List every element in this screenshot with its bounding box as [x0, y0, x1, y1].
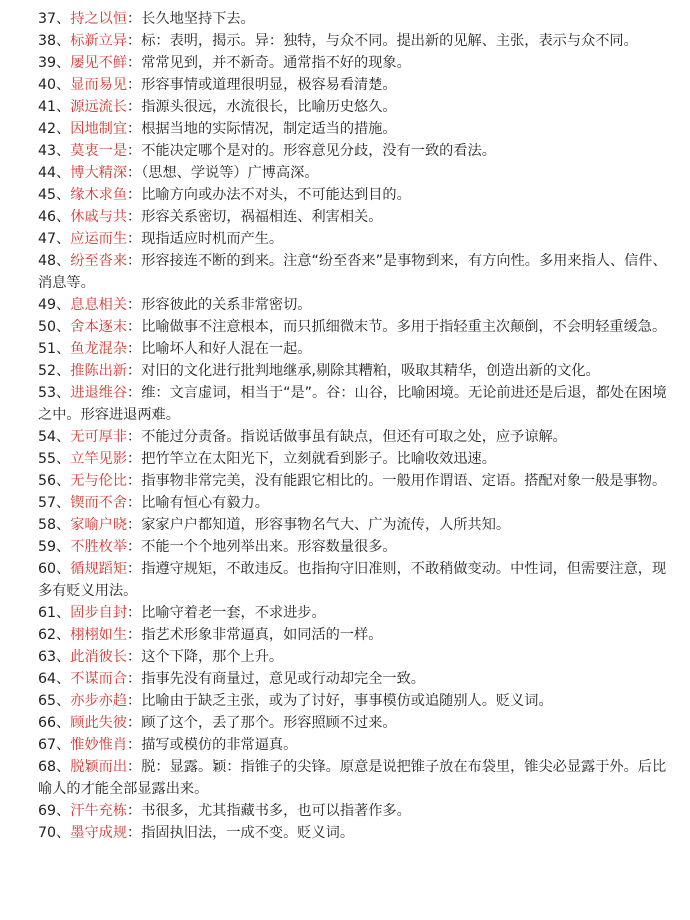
term-separator: ： [127, 341, 142, 357]
idiom-term: 循规蹈矩 [70, 561, 128, 577]
idiom-entry [38, 8, 674, 30]
entry-number: 46、 [38, 209, 71, 225]
entry-number: 56、 [38, 473, 71, 489]
term-separator: ： [127, 693, 142, 709]
entry-number: 54、 [38, 429, 71, 445]
entry-number: 62、 [38, 627, 71, 643]
idiom-definition: 比喻守着老一套，不求进步。 [141, 605, 326, 621]
entry-number: 63、 [38, 649, 71, 665]
idiom-term: 不胜枚举 [70, 539, 128, 555]
entry-number: 68、 [38, 759, 71, 775]
term-separator: ： [127, 253, 142, 269]
idiom-term: 惟妙惟肖 [70, 737, 128, 753]
idiom-term: 应运而生 [70, 231, 128, 247]
term-separator: ： [127, 165, 142, 181]
idiom-definition: 指遵守规矩，不敢违反。也指拘守旧准则，不敢稍做变动。中性词，但需要注意，现多有贬义用法。 [38, 561, 667, 599]
term-separator: ： [127, 451, 142, 467]
term-separator: ： [127, 143, 142, 159]
entry-number: 59、 [38, 539, 71, 555]
idiom-term: 缘木求鱼 [70, 187, 128, 203]
idiom-definition: 指事先没有商量过，意见或行动却完全一致。 [141, 671, 425, 687]
term-separator: ： [127, 671, 142, 687]
idiom-entry [38, 206, 674, 228]
entry-number: 55、 [38, 451, 71, 467]
entry-number: 38、 [38, 33, 71, 49]
entry-number: 37、 [38, 11, 71, 27]
entry-number: 49、 [38, 297, 71, 313]
term-separator: ： [127, 539, 142, 555]
entry-number: 53、 [38, 385, 71, 401]
idiom-entry [38, 822, 674, 844]
idiom-definition: 根据当地的实际情况，制定适当的措施。 [141, 121, 397, 137]
term-separator: ： [127, 627, 142, 643]
idiom-definition: 把竹竿立在太阳光下，立刻就看到影子。比喻收效迅速。 [141, 451, 496, 467]
entry-number: 43、 [38, 143, 71, 159]
idiom-term: 博大精深 [70, 165, 128, 181]
entry-number: 69、 [38, 803, 71, 819]
term-separator: ： [127, 319, 142, 335]
idiom-term: 舍本逐末 [70, 319, 128, 335]
idiom-term: 莫衷一是 [70, 143, 128, 159]
idiom-entry [38, 338, 674, 360]
entry-number: 50、 [38, 319, 71, 335]
idiom-term: 无可厚非 [70, 429, 128, 445]
term-separator: ： [127, 33, 142, 49]
term-separator: ： [127, 825, 142, 841]
idiom-definition: 指事物非常完美，没有能跟它相比的。一般用作谓语、定语。搭配对象一般是事物。 [141, 473, 667, 489]
idiom-definition: 比喻由于缺乏主张，或为了讨好，事事模仿或追随别人。贬义词。 [141, 693, 553, 709]
idiom-definition: 标：表明，揭示。异：独特，与众不同。提出新的见解、主张，表示与众不同。 [141, 33, 638, 49]
idiom-entry [38, 184, 674, 206]
idiom-entry [38, 30, 674, 52]
idiom-entry [38, 52, 674, 74]
term-separator: ： [127, 715, 142, 731]
idiom-term: 汗牛充栋 [70, 803, 128, 819]
idiom-entry [38, 448, 674, 470]
term-separator: ： [127, 649, 142, 665]
idiom-entry [38, 602, 674, 624]
idiom-term: 此消彼长 [70, 649, 128, 665]
entry-number: 70、 [38, 825, 71, 841]
entry-number: 61、 [38, 605, 71, 621]
idiom-entry [38, 470, 674, 492]
idiom-term: 标新立异 [70, 33, 128, 49]
idiom-definition: 比喻有恒心有毅力。 [141, 495, 269, 511]
idiom-term: 锲而不舍 [70, 495, 128, 511]
entry-number: 66、 [38, 715, 71, 731]
idiom-definition: 脱：显露。颖：指锥子的尖锋。原意是说把锥子放在布袋里，锥尖必显露于外。后比喻人的才能全部显露出来。 [38, 759, 667, 797]
idiom-entry [38, 646, 674, 668]
idiom-definition: 常常见到，并不新奇。通常指不好的现象。 [141, 55, 411, 71]
idiom-definition: 现指适应时机而产生。 [141, 231, 284, 247]
idiom-entry [38, 228, 674, 250]
entry-number: 45、 [38, 187, 71, 203]
entry-number: 47、 [38, 231, 71, 247]
idiom-definition: 这个下降，那个上升。 [141, 649, 284, 665]
idiom-definition: 形容接连不断的到来。注意“纷至沓来”是事物到来，有方向性。多用来指人、信件、消息等。 [38, 253, 667, 291]
idiom-definition: 指固执旧法，一成不变。贬义词。 [141, 825, 355, 841]
entry-number: 58、 [38, 517, 71, 533]
term-separator: ： [127, 495, 142, 511]
idiom-entry [38, 250, 674, 294]
idiom-entry [38, 96, 674, 118]
term-separator: ： [127, 759, 142, 775]
idiom-entry [38, 382, 674, 426]
idiom-entry [38, 294, 674, 316]
term-separator: ： [127, 209, 142, 225]
idiom-term: 息息相关 [70, 297, 128, 313]
idiom-term: 立竿见影 [70, 451, 128, 467]
idiom-entry [38, 668, 674, 690]
idiom-entry [38, 118, 674, 140]
idiom-term: 亦步亦趋 [70, 693, 128, 709]
entry-number: 57、 [38, 495, 71, 511]
idiom-definition: 书很多，尤其指藏书多，也可以指著作多。 [141, 803, 411, 819]
idiom-term: 家喻户晓 [70, 517, 128, 533]
entry-number: 44、 [38, 165, 71, 181]
idiom-term: 脱颖而出 [70, 759, 128, 775]
idiom-definition: 不能过分责备。指说话做事虽有缺点，但还有可取之处，应予谅解。 [141, 429, 567, 445]
entry-number: 65、 [38, 693, 71, 709]
term-separator: ： [127, 231, 142, 247]
idiom-entry [38, 712, 674, 734]
term-separator: ： [127, 55, 142, 71]
idiom-term: 纷至沓来 [70, 253, 128, 269]
idiom-entry [38, 140, 674, 162]
idiom-entry [38, 536, 674, 558]
idiom-definition: 不能决定哪个是对的。形容意见分歧，没有一致的看法。 [141, 143, 496, 159]
term-separator: ： [127, 77, 142, 93]
idiom-entry [38, 492, 674, 514]
idiom-definition: 指源头很远，水流很长，比喻历史悠久。 [141, 99, 397, 115]
idiom-definition: 比喻方向或办法不对头，不可能达到目的。 [141, 187, 411, 203]
term-separator: ： [127, 561, 142, 577]
idiom-definition: 描写或模仿的非常逼真。 [141, 737, 298, 753]
idiom-entry [38, 162, 674, 184]
idiom-term: 持之以恒 [70, 11, 128, 27]
idiom-term: 不谋而合 [70, 671, 128, 687]
idiom-definition: 不能一个个地列举出来。形容数量很多。 [141, 539, 397, 555]
term-separator: ： [127, 429, 142, 445]
idiom-term: 进退维谷 [70, 385, 128, 401]
idiom-term: 栩栩如生 [70, 627, 128, 643]
entry-number: 40、 [38, 77, 71, 93]
term-separator: ： [127, 517, 142, 533]
idiom-term: 休戚与共 [70, 209, 128, 225]
idiom-term: 墨守成规 [70, 825, 128, 841]
idiom-term: 屡见不鲜 [70, 55, 128, 71]
idiom-definition: （思想、学说等）广博高深。 [141, 165, 319, 181]
idiom-definition: 指艺术形象非常逼真，如同活的一样。 [141, 627, 383, 643]
idiom-term: 因地制宜 [70, 121, 128, 137]
term-separator: ： [127, 121, 142, 137]
entry-number: 42、 [38, 121, 71, 137]
idiom-definition: 对旧的文化进行批判地继承,剔除其糟粕，吸取其精华，创造出新的文化。 [141, 363, 600, 379]
idiom-entry [38, 360, 674, 382]
idiom-term: 顾此失彼 [70, 715, 128, 731]
idiom-definition: 形容关系密切，祸福相连、利害相关。 [141, 209, 383, 225]
entry-number: 64、 [38, 671, 71, 687]
idiom-entry [38, 690, 674, 712]
term-separator: ： [127, 11, 142, 27]
entry-number: 51、 [38, 341, 71, 357]
entry-number: 67、 [38, 737, 71, 753]
term-separator: ： [127, 363, 142, 379]
term-separator: ： [127, 385, 142, 401]
idiom-definition: 顾了这个，丢了那个。形容照顾不过来。 [141, 715, 397, 731]
term-separator: ： [127, 99, 142, 115]
entry-number: 52、 [38, 363, 71, 379]
idiom-term: 显而易见 [70, 77, 128, 93]
entry-number: 39、 [38, 55, 71, 71]
idiom-entry [38, 316, 674, 338]
idiom-entry [38, 514, 674, 536]
idiom-entry [38, 558, 674, 602]
idiom-definition: 形容事情或道理很明显，极容易看清楚。 [141, 77, 397, 93]
entry-number: 60、 [38, 561, 71, 577]
entry-number: 41、 [38, 99, 71, 115]
idiom-term: 源远流长 [70, 99, 128, 115]
idiom-entry [38, 734, 674, 756]
idiom-definition: 形容彼此的关系非常密切。 [141, 297, 312, 313]
term-separator: ： [127, 605, 142, 621]
idiom-entry [38, 74, 674, 96]
term-separator: ： [127, 297, 142, 313]
term-separator: ： [127, 803, 142, 819]
idiom-entry [38, 800, 674, 822]
term-separator: ： [127, 473, 142, 489]
idiom-definition: 长久地坚持下去。 [141, 11, 255, 27]
idiom-term: 无与伦比 [70, 473, 128, 489]
idiom-term: 推陈出新 [70, 363, 128, 379]
idiom-term: 鱼龙混杂 [70, 341, 128, 357]
idiom-definition: 家家户户都知道，形容事物名气大、广为流传，人所共知。 [141, 517, 511, 533]
entry-number: 48、 [38, 253, 71, 269]
idiom-entry [38, 756, 674, 800]
idiom-definition: 比喻坏人和好人混在一起。 [141, 341, 312, 357]
idiom-definition: 比喻做事不注意根本，而只抓细微末节。多用于指轻重主次颠倒，不会明轻重缓急。 [141, 319, 667, 335]
term-separator: ： [127, 187, 142, 203]
term-separator: ： [127, 737, 142, 753]
idiom-definition: 维：文言虚词，相当于“是”。谷：山谷，比喻困境。无论前进还是后退，都处在困境之中。形容进退两难。 [38, 385, 667, 423]
idiom-entry [38, 624, 674, 646]
idiom-entry [38, 426, 674, 448]
idiom-term: 固步自封 [70, 605, 128, 621]
